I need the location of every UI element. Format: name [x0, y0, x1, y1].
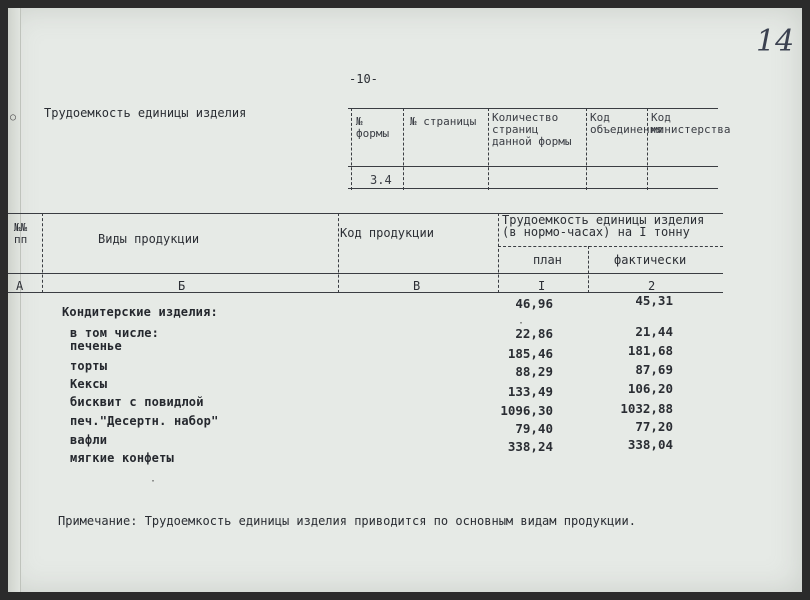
margin-mark: · — [150, 476, 157, 487]
form-box-header-page-no: № страницы — [410, 115, 477, 128]
margin-mark: · — [518, 318, 525, 329]
header-plan: план — [533, 253, 562, 267]
handwritten-page-number: 14 — [756, 24, 795, 59]
row-label: Кексы — [70, 377, 108, 391]
row-plan-value: 1096,30 — [500, 403, 553, 418]
row-actual-value: 77,20 — [635, 419, 673, 434]
form-box-header-ministry-code: Код министерства — [651, 111, 731, 136]
page-binding-edge — [8, 8, 24, 592]
form-box-header-form-no: № формы — [356, 115, 390, 140]
form-box-divider — [647, 108, 648, 190]
row-actual-value: 106,20 — [627, 381, 673, 396]
form-box-divider — [488, 108, 489, 190]
row-label: Кондитерские изделия: — [62, 305, 218, 319]
row-plan-value: 88,29 — [515, 364, 553, 379]
row-label: бисквит с повидлой — [70, 395, 204, 409]
form-box-divider — [351, 108, 352, 190]
header-row-number: №№ пп — [14, 221, 28, 246]
header-labor-intensity: Трудоемкость единицы изделия (в нормо-часах) на I тонну — [502, 213, 705, 239]
index-1: I — [538, 279, 546, 293]
index-b: Б — [178, 279, 186, 293]
row-actual-value: 87,69 — [635, 362, 673, 377]
page-number: -10- — [349, 72, 378, 86]
row-plan-value: 338,24 — [507, 439, 553, 454]
header-actual: фактически — [614, 253, 687, 267]
row-plan-value: 79,40 — [515, 421, 553, 436]
row-label: в том числе: — [70, 326, 160, 340]
table-divider — [498, 213, 499, 293]
document-page — [8, 8, 802, 592]
document-title: Трудоемкость единицы изделия — [44, 106, 247, 120]
row-label: мягкие конфеты — [70, 451, 174, 465]
form-box-header-association-code: Код объединения — [590, 111, 663, 136]
form-box-divider — [586, 108, 587, 190]
table-header-bottom-line — [8, 273, 723, 274]
row-actual-value: 45,31 — [635, 293, 673, 308]
row-plan-value: 22,86 — [515, 326, 553, 341]
index-2: 2 — [648, 279, 656, 293]
footnote: Примечание: Трудоемкость единицы изделия приводится по основным видам продукции. — [58, 514, 636, 528]
row-actual-value: 21,44 — [635, 324, 673, 339]
form-box-value-form-no: 3.4 — [370, 173, 392, 187]
margin-mark: ○ — [10, 112, 17, 123]
row-label: печ."Десертн. набор" — [70, 414, 219, 428]
form-box-header-page-count: Количество страниц данной формы — [492, 111, 572, 148]
row-label: печенье — [70, 339, 122, 353]
header-product-code: Код продукции — [340, 226, 434, 240]
row-actual-value: 1032,88 — [620, 401, 673, 416]
row-plan-value: 46,96 — [515, 296, 553, 311]
table-divider — [338, 213, 339, 293]
index-v: В — [413, 279, 421, 293]
form-box-divider — [403, 108, 404, 190]
row-actual-value: 181,68 — [627, 343, 673, 358]
row-plan-value: 133,49 — [507, 384, 553, 399]
table-divider — [588, 246, 589, 293]
row-actual-value: 338,04 — [627, 437, 673, 452]
row-label: торты — [70, 359, 108, 373]
header-product-types: Виды продукции — [98, 232, 200, 246]
index-a: А — [16, 279, 24, 293]
row-plan-value: 185,46 — [507, 346, 553, 361]
table-subheader-line — [498, 246, 723, 247]
table-divider — [42, 213, 43, 293]
row-label: вафли — [70, 433, 108, 447]
